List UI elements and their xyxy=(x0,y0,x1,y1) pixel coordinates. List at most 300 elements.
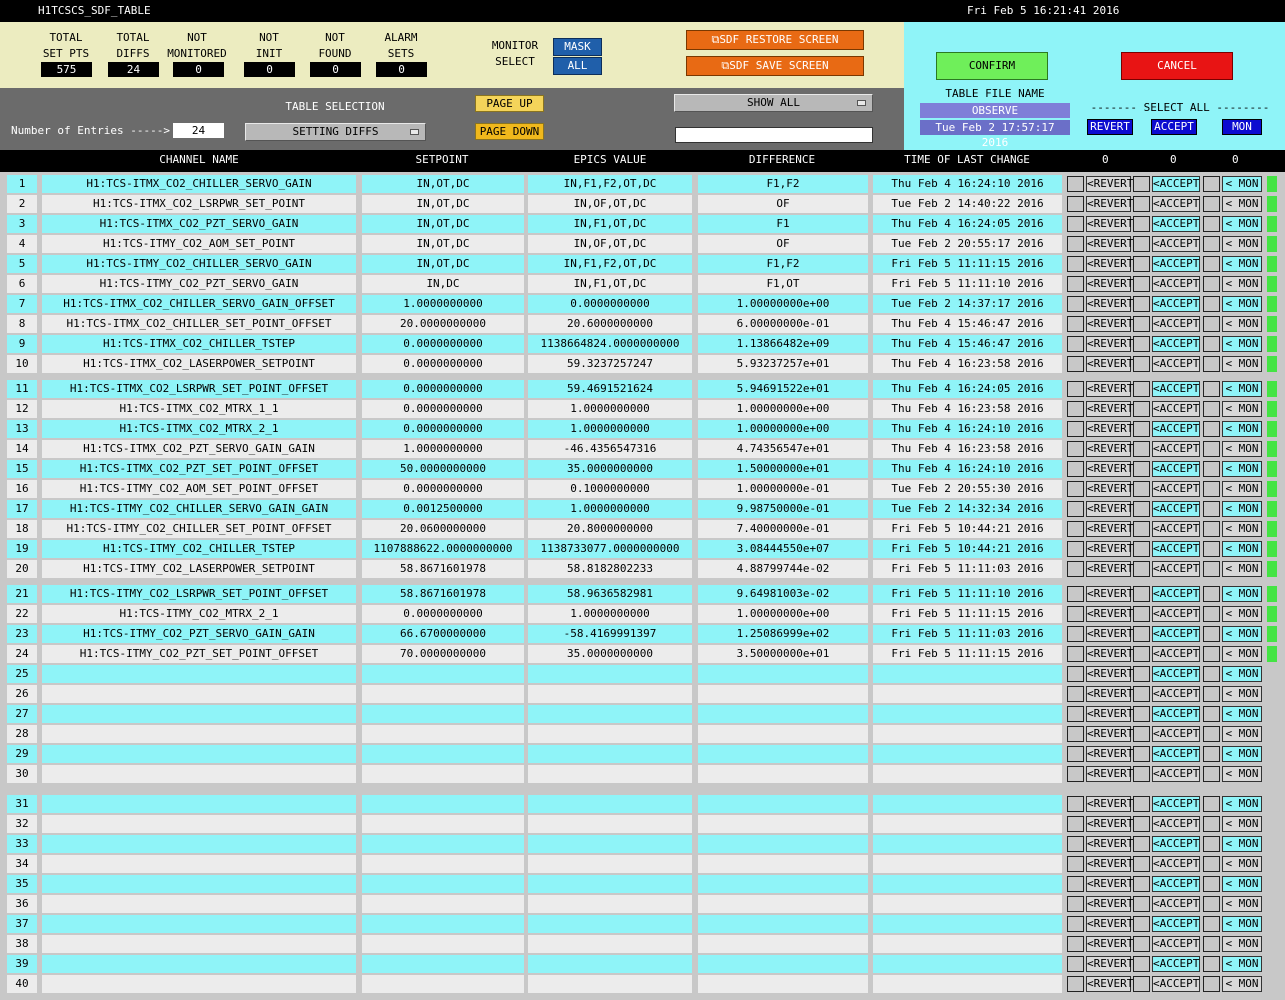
accept-checkbox[interactable] xyxy=(1133,461,1150,477)
revert-checkbox[interactable] xyxy=(1067,686,1084,702)
table-row xyxy=(0,499,1285,519)
page-down-button[interactable]: PAGE DOWN xyxy=(475,123,544,140)
mon-button[interactable]: < MON xyxy=(1222,896,1262,912)
mon-button[interactable]: < MON xyxy=(1222,796,1262,812)
difference-value: 7.40000000e-01 xyxy=(698,520,868,538)
revert-button[interactable]: <REVERT xyxy=(1087,667,1134,680)
mon-button[interactable]: < MON xyxy=(1222,606,1262,622)
mon-button[interactable]: < MON xyxy=(1222,336,1262,352)
revert-checkbox[interactable] xyxy=(1067,666,1084,682)
mon-checkbox[interactable] xyxy=(1203,936,1220,952)
revert-checkbox[interactable] xyxy=(1067,196,1084,212)
revert-checkbox[interactable] xyxy=(1067,501,1084,517)
mon-checkbox[interactable] xyxy=(1203,256,1220,272)
revert-checkbox[interactable] xyxy=(1067,816,1084,832)
revert-checkbox[interactable] xyxy=(1067,746,1084,762)
revert-button[interactable]: <REVERT xyxy=(1087,727,1134,740)
accept-button[interactable]: <ACCEPT xyxy=(1153,707,1200,720)
difference-value: OF xyxy=(698,195,868,213)
accept-checkbox[interactable] xyxy=(1133,356,1150,372)
mon-button[interactable]: < MON xyxy=(1222,706,1262,722)
mon-checkbox[interactable] xyxy=(1203,401,1220,417)
channel-name: H1:TCS-ITMX_CO2_MTRX_1_1 xyxy=(42,400,356,418)
revert-button[interactable]: <REVERT xyxy=(1087,522,1134,535)
mon-checkbox[interactable] xyxy=(1203,421,1220,437)
revert-checkbox[interactable] xyxy=(1067,646,1084,662)
row-number: 33 xyxy=(7,835,37,853)
mon-checkbox[interactable] xyxy=(1203,521,1220,537)
revert-button[interactable]: <REVERT xyxy=(1087,917,1134,930)
time-of-last-change xyxy=(873,745,1062,763)
revert-checkbox[interactable] xyxy=(1067,896,1084,912)
mon-button[interactable]: < MON xyxy=(1222,316,1262,332)
accept-checkbox[interactable] xyxy=(1133,441,1150,457)
mon-checkbox[interactable] xyxy=(1203,646,1220,662)
accept-button[interactable]: <ACCEPT xyxy=(1153,727,1200,740)
mon-button[interactable]: < MON xyxy=(1222,976,1262,992)
table-file-time: Tue Feb 2 17:57:17 2016 xyxy=(920,120,1070,135)
revert-button[interactable]: <REVERT xyxy=(1087,937,1134,950)
mon-checkbox[interactable] xyxy=(1203,336,1220,352)
mon-button[interactable]: < MON xyxy=(1222,196,1262,212)
mon-button[interactable]: < MON xyxy=(1222,856,1262,872)
revert-checkbox[interactable] xyxy=(1067,726,1084,742)
accept-checkbox[interactable] xyxy=(1133,876,1150,892)
revert-checkbox[interactable] xyxy=(1067,956,1084,972)
table-file-name-label: TABLE FILE NAME xyxy=(945,87,1045,100)
accept-button[interactable]: <ACCEPT xyxy=(1153,647,1200,660)
setpoint-value xyxy=(362,875,524,893)
sdf-save-screen-button[interactable] xyxy=(686,56,864,76)
mon-checkbox[interactable] xyxy=(1203,816,1220,832)
setpoint-value: 1107888622.0000000000 xyxy=(362,540,524,558)
accept-checkbox[interactable] xyxy=(1133,726,1150,742)
revert-button[interactable]: <REVERT xyxy=(1087,627,1134,640)
accept-checkbox[interactable] xyxy=(1133,296,1150,312)
mon-checkbox[interactable] xyxy=(1203,836,1220,852)
accept-button[interactable]: <ACCEPT xyxy=(1153,897,1200,910)
revert-button[interactable]: <REVERT xyxy=(1087,797,1134,810)
revert-checkbox[interactable] xyxy=(1067,626,1084,642)
column-header-channel: CHANNEL NAME xyxy=(40,150,358,172)
accept-button[interactable]: <ACCEPT xyxy=(1153,667,1200,680)
accept-button[interactable]: <ACCEPT xyxy=(1153,297,1200,310)
accept-button[interactable]: <ACCEPT xyxy=(1153,817,1200,830)
mon-button[interactable]: < MON xyxy=(1222,481,1262,497)
revert-checkbox[interactable] xyxy=(1067,421,1084,437)
mon-button[interactable]: < MON xyxy=(1222,766,1262,782)
difference-value: 1.00000000e+00 xyxy=(698,605,868,623)
mon-button[interactable]: < MON xyxy=(1222,256,1262,272)
accept-button[interactable]: <ACCEPT xyxy=(1153,257,1200,270)
accept-button[interactable]: <ACCEPT xyxy=(1153,837,1200,850)
revert-checkbox[interactable] xyxy=(1067,561,1084,577)
revert-button[interactable]: <REVERT xyxy=(1087,587,1134,600)
mon-button[interactable]: < MON xyxy=(1222,836,1262,852)
mon-checkbox[interactable] xyxy=(1203,501,1220,517)
accept-button[interactable]: <ACCEPT xyxy=(1153,382,1200,395)
accept-button[interactable]: <ACCEPT xyxy=(1153,607,1200,620)
mon-checkbox[interactable] xyxy=(1203,541,1220,557)
revert-checkbox[interactable] xyxy=(1067,606,1084,622)
mon-checkbox[interactable] xyxy=(1203,796,1220,812)
mon-button[interactable]: < MON xyxy=(1222,216,1262,232)
revert-checkbox[interactable] xyxy=(1067,916,1084,932)
mon-checkbox[interactable] xyxy=(1203,296,1220,312)
accept-button[interactable]: <ACCEPT xyxy=(1153,482,1200,495)
setpoint-value xyxy=(362,815,524,833)
accept-checkbox[interactable] xyxy=(1133,836,1150,852)
accept-button[interactable]: <ACCEPT xyxy=(1153,337,1200,350)
accept-checkbox[interactable] xyxy=(1133,816,1150,832)
revert-checkbox[interactable] xyxy=(1067,521,1084,537)
accept-checkbox[interactable] xyxy=(1133,686,1150,702)
revert-checkbox[interactable] xyxy=(1067,706,1084,722)
mon-checkbox[interactable] xyxy=(1203,956,1220,972)
mon-button[interactable]: < MON xyxy=(1222,726,1262,742)
revert-button[interactable]: <REVERT xyxy=(1087,607,1134,620)
time-of-last-change: Fri Feb 5 11:11:15 2016 xyxy=(873,645,1062,663)
row-number: 2 xyxy=(7,195,37,213)
mon-button[interactable]: < MON xyxy=(1222,816,1262,832)
revert-button[interactable]: <REVERT xyxy=(1087,402,1134,415)
revert-button[interactable]: <REVERT xyxy=(1087,382,1134,395)
mon-button[interactable]: < MON xyxy=(1222,746,1262,762)
mon-button[interactable]: < MON xyxy=(1222,441,1262,457)
accept-checkbox[interactable] xyxy=(1133,501,1150,517)
revert-button[interactable]: <REVERT xyxy=(1087,197,1134,210)
accept-button[interactable]: <ACCEPT xyxy=(1153,177,1200,190)
mon-checkbox[interactable] xyxy=(1203,356,1220,372)
revert-button[interactable]: <REVERT xyxy=(1087,707,1134,720)
revert-button[interactable]: <REVERT xyxy=(1087,767,1134,780)
accept-button[interactable]: <ACCEPT xyxy=(1153,797,1200,810)
mon-checkbox[interactable] xyxy=(1203,381,1220,397)
revert-checkbox[interactable] xyxy=(1067,316,1084,332)
accept-button[interactable]: <ACCEPT xyxy=(1153,747,1200,760)
accept-checkbox[interactable] xyxy=(1133,976,1150,992)
time-of-last-change: Tue Feb 2 14:40:22 2016 xyxy=(873,195,1062,213)
accept-button[interactable]: <ACCEPT xyxy=(1153,587,1200,600)
status-indicator xyxy=(1267,296,1277,312)
status-indicator xyxy=(1267,626,1277,642)
accept-button[interactable]: <ACCEPT xyxy=(1153,917,1200,930)
mon-checkbox[interactable] xyxy=(1203,706,1220,722)
mon-button[interactable]: < MON xyxy=(1222,541,1262,557)
revert-button[interactable]: <REVERT xyxy=(1087,817,1134,830)
accept-checkbox[interactable] xyxy=(1133,796,1150,812)
revert-checkbox[interactable] xyxy=(1067,441,1084,457)
mon-button[interactable]: < MON xyxy=(1222,916,1262,932)
mon-button[interactable]: < MON xyxy=(1222,401,1262,417)
accept-checkbox[interactable] xyxy=(1133,196,1150,212)
table-selection-menu[interactable] xyxy=(245,123,426,141)
window-title: H1TCSCS_SDF_TABLE xyxy=(38,4,151,17)
mon-button[interactable]: < MON xyxy=(1222,381,1262,397)
mon-checkbox[interactable] xyxy=(1203,276,1220,292)
channel-name xyxy=(42,835,356,853)
setpoint-value: 1.0000000000 xyxy=(362,440,524,458)
accept-button[interactable]: <ACCEPT xyxy=(1153,957,1200,970)
revert-button[interactable]: <REVERT xyxy=(1087,562,1134,575)
mon-checkbox[interactable] xyxy=(1203,726,1220,742)
mon-button[interactable]: < MON xyxy=(1222,461,1262,477)
mon-button[interactable]: < MON xyxy=(1222,356,1262,372)
revert-checkbox[interactable] xyxy=(1067,586,1084,602)
sdf-restore-screen-button[interactable] xyxy=(686,30,864,50)
accept-checkbox[interactable] xyxy=(1133,561,1150,577)
revert-button[interactable]: <REVERT xyxy=(1087,897,1134,910)
row-number: 29 xyxy=(7,745,37,763)
accept-checkbox[interactable] xyxy=(1133,606,1150,622)
accept-button[interactable]: <ACCEPT xyxy=(1153,402,1200,415)
show-all-menu[interactable] xyxy=(674,94,873,112)
accept-checkbox[interactable] xyxy=(1133,936,1150,952)
mon-button[interactable]: < MON xyxy=(1222,876,1262,892)
accept-checkbox[interactable] xyxy=(1133,856,1150,872)
revert-button[interactable]: <REVERT xyxy=(1087,542,1134,555)
revert-button[interactable]: <REVERT xyxy=(1087,687,1134,700)
difference-value: 1.13866482e+09 xyxy=(698,335,868,353)
revert-checkbox[interactable] xyxy=(1067,276,1084,292)
mon-checkbox[interactable] xyxy=(1203,976,1220,992)
row-number: 16 xyxy=(7,480,37,498)
accept-button[interactable]: <ACCEPT xyxy=(1153,542,1200,555)
revert-button[interactable]: <REVERT xyxy=(1087,257,1134,270)
row-number: 27 xyxy=(7,705,37,723)
revert-button[interactable]: <REVERT xyxy=(1087,857,1134,870)
mon-checkbox[interactable] xyxy=(1203,481,1220,497)
epics-value xyxy=(528,745,692,763)
accept-checkbox[interactable] xyxy=(1133,916,1150,932)
revert-checkbox[interactable] xyxy=(1067,256,1084,272)
accept-button[interactable]: <ACCEPT xyxy=(1153,217,1200,230)
mon-checkbox[interactable] xyxy=(1203,626,1220,642)
accept-checkbox[interactable] xyxy=(1133,381,1150,397)
revert-checkbox[interactable] xyxy=(1067,541,1084,557)
setpoint-value: IN,DC xyxy=(362,275,524,293)
select-all-mon-button[interactable]: MON xyxy=(1222,119,1262,135)
accept-checkbox[interactable] xyxy=(1133,401,1150,417)
revert-button[interactable]: <REVERT xyxy=(1087,957,1134,970)
revert-button[interactable]: <REVERT xyxy=(1087,237,1134,250)
accept-button[interactable]: <ACCEPT xyxy=(1153,462,1200,475)
row-number: 38 xyxy=(7,935,37,953)
table-row xyxy=(0,274,1285,294)
mon-checkbox[interactable] xyxy=(1203,216,1220,232)
accept-checkbox[interactable] xyxy=(1133,646,1150,662)
accept-button[interactable]: <ACCEPT xyxy=(1153,687,1200,700)
page-up-button[interactable]: PAGE UP xyxy=(475,95,544,112)
revert-checkbox[interactable] xyxy=(1067,876,1084,892)
accept-checkbox[interactable] xyxy=(1133,176,1150,192)
channel-name xyxy=(42,705,356,723)
mon-checkbox[interactable] xyxy=(1203,236,1220,252)
revert-checkbox[interactable] xyxy=(1067,216,1084,232)
revert-checkbox[interactable] xyxy=(1067,176,1084,192)
accept-checkbox[interactable] xyxy=(1133,276,1150,292)
accept-button[interactable]: <ACCEPT xyxy=(1153,767,1200,780)
stat-value-total-diffs: 24 xyxy=(108,62,159,77)
mon-checkbox[interactable] xyxy=(1203,441,1220,457)
mon-checkbox[interactable] xyxy=(1203,916,1220,932)
mon-button[interactable]: < MON xyxy=(1222,956,1262,972)
accept-checkbox[interactable] xyxy=(1133,316,1150,332)
mon-button[interactable]: < MON xyxy=(1222,176,1262,192)
mon-checkbox[interactable] xyxy=(1203,666,1220,682)
accept-button[interactable]: <ACCEPT xyxy=(1153,857,1200,870)
revert-checkbox[interactable] xyxy=(1067,976,1084,992)
mon-button[interactable]: < MON xyxy=(1222,626,1262,642)
mon-checkbox[interactable] xyxy=(1203,561,1220,577)
entries-label: Number of Entries -----> xyxy=(11,124,170,137)
accept-button[interactable]: <ACCEPT xyxy=(1153,877,1200,890)
mon-checkbox[interactable] xyxy=(1203,686,1220,702)
accept-button[interactable]: <ACCEPT xyxy=(1153,522,1200,535)
mon-checkbox[interactable] xyxy=(1203,196,1220,212)
accept-button[interactable]: <ACCEPT xyxy=(1153,977,1200,990)
status-indicator xyxy=(1267,196,1277,212)
accept-checkbox[interactable] xyxy=(1133,481,1150,497)
revert-button[interactable]: <REVERT xyxy=(1087,647,1134,660)
confirm-button[interactable]: CONFIRM xyxy=(936,52,1048,80)
revert-button[interactable]: <REVERT xyxy=(1087,357,1134,370)
revert-checkbox[interactable] xyxy=(1067,336,1084,352)
mon-button[interactable]: < MON xyxy=(1222,501,1262,517)
revert-button[interactable]: <REVERT xyxy=(1087,442,1134,455)
revert-checkbox[interactable] xyxy=(1067,296,1084,312)
revert-button[interactable]: <REVERT xyxy=(1087,747,1134,760)
mon-button[interactable]: < MON xyxy=(1222,666,1262,682)
revert-checkbox[interactable] xyxy=(1067,936,1084,952)
setpoint-value: 20.0000000000 xyxy=(362,315,524,333)
mon-checkbox[interactable] xyxy=(1203,896,1220,912)
revert-checkbox[interactable] xyxy=(1067,356,1084,372)
revert-checkbox[interactable] xyxy=(1067,401,1084,417)
channel-name: H1:TCS-ITMY_CO2_LASERPOWER_SETPOINT xyxy=(42,560,356,578)
mon-checkbox[interactable] xyxy=(1203,746,1220,762)
mon-checkbox[interactable] xyxy=(1203,176,1220,192)
mon-button[interactable]: < MON xyxy=(1222,276,1262,292)
accept-button[interactable]: <ACCEPT xyxy=(1153,317,1200,330)
accept-checkbox[interactable] xyxy=(1133,626,1150,642)
revert-button[interactable]: <REVERT xyxy=(1087,837,1134,850)
accept-button[interactable]: <ACCEPT xyxy=(1153,422,1200,435)
accept-checkbox[interactable] xyxy=(1133,766,1150,782)
accept-checkbox[interactable] xyxy=(1133,956,1150,972)
revert-button[interactable]: <REVERT xyxy=(1087,277,1134,290)
accept-checkbox[interactable] xyxy=(1133,236,1150,252)
revert-button[interactable]: <REVERT xyxy=(1087,317,1134,330)
column-header-difference: DIFFERENCE xyxy=(694,150,870,172)
mon-button[interactable]: < MON xyxy=(1222,936,1262,952)
revert-checkbox[interactable] xyxy=(1067,381,1084,397)
mon-button[interactable]: < MON xyxy=(1222,421,1262,437)
revert-button[interactable]: <REVERT xyxy=(1087,482,1134,495)
mon-checkbox[interactable] xyxy=(1203,606,1220,622)
channel-name xyxy=(42,955,356,973)
cancel-button[interactable]: CANCEL xyxy=(1121,52,1233,80)
revert-button[interactable]: <REVERT xyxy=(1087,422,1134,435)
revert-checkbox[interactable] xyxy=(1067,481,1084,497)
mon-checkbox[interactable] xyxy=(1203,766,1220,782)
accept-checkbox[interactable] xyxy=(1133,421,1150,437)
mon-checkbox[interactable] xyxy=(1203,586,1220,602)
mon-checkbox[interactable] xyxy=(1203,856,1220,872)
revert-checkbox[interactable] xyxy=(1067,461,1084,477)
filter-input[interactable] xyxy=(675,127,873,143)
mon-button[interactable]: < MON xyxy=(1222,586,1262,602)
revert-button[interactable]: <REVERT xyxy=(1087,217,1134,230)
row-number: 24 xyxy=(7,645,37,663)
accept-button[interactable]: <ACCEPT xyxy=(1153,442,1200,455)
select-all-accept-button[interactable]: ACCEPT xyxy=(1151,119,1197,135)
mon-button[interactable]: < MON xyxy=(1222,561,1262,577)
mask-button[interactable]: MASK xyxy=(553,38,602,56)
difference-value: 5.94691522e+01 xyxy=(698,380,868,398)
accept-button[interactable]: <ACCEPT xyxy=(1153,357,1200,370)
revert-button[interactable]: <REVERT xyxy=(1087,297,1134,310)
mon-checkbox[interactable] xyxy=(1203,316,1220,332)
mon-button[interactable]: < MON xyxy=(1222,296,1262,312)
mon-checkbox[interactable] xyxy=(1203,461,1220,477)
revert-button[interactable]: <REVERT xyxy=(1087,977,1134,990)
revert-checkbox[interactable] xyxy=(1067,766,1084,782)
revert-checkbox[interactable] xyxy=(1067,856,1084,872)
revert-button[interactable]: <REVERT xyxy=(1087,337,1134,350)
epics-value: IN,F1,OT,DC xyxy=(528,215,692,233)
status-indicator xyxy=(1267,316,1277,332)
mon-button[interactable]: < MON xyxy=(1222,686,1262,702)
accept-checkbox[interactable] xyxy=(1133,256,1150,272)
accept-button[interactable]: <ACCEPT xyxy=(1153,197,1200,210)
mon-checkbox[interactable] xyxy=(1203,876,1220,892)
accept-button[interactable]: <ACCEPT xyxy=(1153,627,1200,640)
accept-checkbox[interactable] xyxy=(1133,586,1150,602)
revert-checkbox[interactable] xyxy=(1067,236,1084,252)
revert-checkbox[interactable] xyxy=(1067,836,1084,852)
revert-button[interactable]: <REVERT xyxy=(1087,502,1134,515)
all-button[interactable]: ALL xyxy=(553,57,602,75)
mon-button[interactable]: < MON xyxy=(1222,236,1262,252)
row-number: 20 xyxy=(7,560,37,578)
difference-value: 3.50000000e+01 xyxy=(698,645,868,663)
accept-checkbox[interactable] xyxy=(1133,521,1150,537)
revert-checkbox[interactable] xyxy=(1067,796,1084,812)
revert-button[interactable]: <REVERT xyxy=(1087,877,1134,890)
accept-checkbox[interactable] xyxy=(1133,336,1150,352)
revert-button[interactable]: <REVERT xyxy=(1087,462,1134,475)
mon-button[interactable]: < MON xyxy=(1222,646,1262,662)
accept-checkbox[interactable] xyxy=(1133,666,1150,682)
difference-value: 6.00000000e-01 xyxy=(698,315,868,333)
accept-checkbox[interactable] xyxy=(1133,706,1150,722)
accept-button[interactable]: <ACCEPT xyxy=(1153,937,1200,950)
accept-checkbox[interactable] xyxy=(1133,541,1150,557)
accept-button[interactable]: <ACCEPT xyxy=(1153,562,1200,575)
select-all-revert-button[interactable]: REVERT xyxy=(1087,119,1133,135)
table-row xyxy=(0,294,1285,314)
table-row xyxy=(0,604,1285,624)
accept-button[interactable]: <ACCEPT xyxy=(1153,502,1200,515)
mon-button[interactable]: < MON xyxy=(1222,521,1262,537)
accept-checkbox[interactable] xyxy=(1133,746,1150,762)
accept-button[interactable]: <ACCEPT xyxy=(1153,277,1200,290)
accept-checkbox[interactable] xyxy=(1133,216,1150,232)
revert-button[interactable]: <REVERT xyxy=(1087,177,1134,190)
accept-button[interactable]: <ACCEPT xyxy=(1153,237,1200,250)
accept-checkbox[interactable] xyxy=(1133,896,1150,912)
